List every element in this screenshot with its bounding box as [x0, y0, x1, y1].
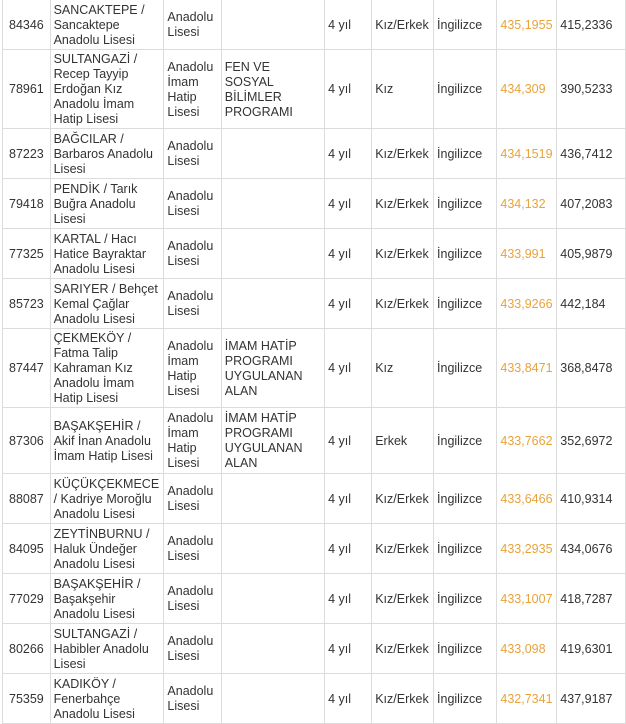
- gender-cell: Kız: [372, 329, 434, 408]
- language-cell: İngilizce: [434, 624, 497, 674]
- school-type-cell: Anadolu Lisesi: [164, 129, 221, 179]
- school-type-cell: Anadolu Lisesi: [164, 474, 221, 524]
- school-name-cell: BAŞAKŞEHİR / Akif İnan Anadolu İmam Hatip Lisesi: [50, 408, 164, 474]
- school-type-cell: Anadolu Lisesi: [164, 624, 221, 674]
- school-name-cell: BAĞCILAR / Barbaros Anadolu Lisesi: [50, 129, 164, 179]
- table-row: [3, 179, 626, 229]
- program-cell: İMAM HATİP PROGRAMI UYGULANAN ALAN: [221, 329, 324, 408]
- base-score-cell: 418,7287: [557, 574, 626, 624]
- duration-cell: 4 yıl: [325, 229, 372, 279]
- language-cell: İngilizce: [434, 279, 497, 329]
- school-type-cell: Anadolu İmam Hatip Lisesi: [164, 50, 221, 129]
- program-cell: [221, 474, 324, 524]
- table-row: [3, 129, 626, 179]
- school-code-cell: 87447: [3, 329, 51, 408]
- school-code-cell: 87223: [3, 129, 51, 179]
- program-cell: [221, 279, 324, 329]
- gender-cell: Kız/Erkek: [372, 179, 434, 229]
- school-code-cell: 88087: [3, 474, 51, 524]
- school-type-cell: Anadolu Lisesi: [164, 0, 221, 50]
- base-score-cell: 436,7412: [557, 129, 626, 179]
- duration-cell: 4 yıl: [325, 524, 372, 574]
- program-cell: [221, 574, 324, 624]
- school-name-cell: SULTANGAZİ / Recep Tayyip Erdoğan Kız Anadolu İmam Hatip Lisesi: [50, 50, 164, 129]
- score-cell: 433,1007: [497, 574, 557, 624]
- school-name-cell: ZEYTİNBURNU / Haluk Ündeğer Anadolu Lisesi: [50, 524, 164, 574]
- base-score-cell: 442,184: [557, 279, 626, 329]
- school-code-cell: 85723: [3, 279, 51, 329]
- table-row: [3, 674, 626, 724]
- program-cell: [221, 129, 324, 179]
- school-name-cell: SANCAKTEPE / Sancaktepe Anadolu Lisesi: [50, 0, 164, 50]
- language-cell: İngilizce: [434, 0, 497, 50]
- base-score-cell: 415,2336: [557, 0, 626, 50]
- language-cell: İngilizce: [434, 574, 497, 624]
- score-cell: 434,309: [497, 50, 557, 129]
- school-code-cell: 77325: [3, 229, 51, 279]
- school-name-cell: SARIYER / Behçet Kemal Çağlar Anadolu Lisesi: [50, 279, 164, 329]
- base-score-cell: 410,9314: [557, 474, 626, 524]
- school-type-cell: Anadolu İmam Hatip Lisesi: [164, 408, 221, 474]
- language-cell: İngilizce: [434, 408, 497, 474]
- school-code-cell: 75359: [3, 674, 51, 724]
- score-cell: 435,1955: [497, 0, 557, 50]
- duration-cell: 4 yıl: [325, 329, 372, 408]
- school-results-table: [2, 0, 626, 724]
- language-cell: İngilizce: [434, 474, 497, 524]
- results-table-container: [2, 0, 626, 724]
- duration-cell: 4 yıl: [325, 674, 372, 724]
- school-code-cell: 87306: [3, 408, 51, 474]
- score-cell: 433,8471: [497, 329, 557, 408]
- duration-cell: 4 yıl: [325, 129, 372, 179]
- school-type-cell: Anadolu Lisesi: [164, 279, 221, 329]
- table-row: [3, 279, 626, 329]
- gender-cell: Kız/Erkek: [372, 0, 434, 50]
- score-cell: 433,991: [497, 229, 557, 279]
- table-row: [3, 474, 626, 524]
- gender-cell: Erkek: [372, 408, 434, 474]
- table-row: [3, 408, 626, 474]
- program-cell: FEN VE SOSYAL BİLİMLER PROGRAMI: [221, 50, 324, 129]
- gender-cell: Kız/Erkek: [372, 229, 434, 279]
- language-cell: İngilizce: [434, 524, 497, 574]
- table-row: [3, 624, 626, 674]
- language-cell: İngilizce: [434, 329, 497, 408]
- gender-cell: Kız/Erkek: [372, 129, 434, 179]
- duration-cell: 4 yıl: [325, 0, 372, 50]
- school-code-cell: 84346: [3, 0, 51, 50]
- school-name-cell: BAŞAKŞEHİR / Başakşehir Anadolu Lisesi: [50, 574, 164, 624]
- base-score-cell: 352,6972: [557, 408, 626, 474]
- school-type-cell: Anadolu Lisesi: [164, 574, 221, 624]
- school-code-cell: 80266: [3, 624, 51, 674]
- table-body: [3, 0, 626, 724]
- score-cell: 434,132: [497, 179, 557, 229]
- base-score-cell: 437,9187: [557, 674, 626, 724]
- school-name-cell: ÇEKMEKÖY / Fatma Talip Kahraman Kız Anadolu İmam Hatip Lisesi: [50, 329, 164, 408]
- school-name-cell: KÜÇÜKÇEKMECE / Kadriye Moroğlu Anadolu Lisesi: [50, 474, 164, 524]
- gender-cell: Kız: [372, 50, 434, 129]
- school-code-cell: 78961: [3, 50, 51, 129]
- school-type-cell: Anadolu İmam Hatip Lisesi: [164, 329, 221, 408]
- base-score-cell: 407,2083: [557, 179, 626, 229]
- program-cell: İMAM HATİP PROGRAMI UYGULANAN ALAN: [221, 408, 324, 474]
- table-row: [3, 50, 626, 129]
- program-cell: [221, 0, 324, 50]
- table-row: [3, 524, 626, 574]
- language-cell: İngilizce: [434, 674, 497, 724]
- gender-cell: Kız/Erkek: [372, 474, 434, 524]
- school-name-cell: SULTANGAZİ / Habibler Anadolu Lisesi: [50, 624, 164, 674]
- program-cell: [221, 179, 324, 229]
- school-code-cell: 79418: [3, 179, 51, 229]
- school-name-cell: PENDİK / Tarık Buğra Anadolu Lisesi: [50, 179, 164, 229]
- base-score-cell: 390,5233: [557, 50, 626, 129]
- school-type-cell: Anadolu Lisesi: [164, 229, 221, 279]
- score-cell: 433,7662: [497, 408, 557, 474]
- duration-cell: 4 yıl: [325, 279, 372, 329]
- base-score-cell: 368,8478: [557, 329, 626, 408]
- language-cell: İngilizce: [434, 229, 497, 279]
- base-score-cell: 405,9879: [557, 229, 626, 279]
- gender-cell: Kız/Erkek: [372, 524, 434, 574]
- score-cell: 432,7341: [497, 674, 557, 724]
- table-row: [3, 0, 626, 50]
- score-cell: 434,1519: [497, 129, 557, 179]
- school-code-cell: 77029: [3, 574, 51, 624]
- language-cell: İngilizce: [434, 50, 497, 129]
- school-type-cell: Anadolu Lisesi: [164, 674, 221, 724]
- duration-cell: 4 yıl: [325, 50, 372, 129]
- program-cell: [221, 674, 324, 724]
- score-cell: 433,9266: [497, 279, 557, 329]
- gender-cell: Kız/Erkek: [372, 674, 434, 724]
- table-row: [3, 229, 626, 279]
- program-cell: [221, 624, 324, 674]
- duration-cell: 4 yıl: [325, 624, 372, 674]
- school-code-cell: 84095: [3, 524, 51, 574]
- school-type-cell: Anadolu Lisesi: [164, 179, 221, 229]
- duration-cell: 4 yıl: [325, 179, 372, 229]
- base-score-cell: 434,0676: [557, 524, 626, 574]
- score-cell: 433,098: [497, 624, 557, 674]
- program-cell: [221, 229, 324, 279]
- language-cell: İngilizce: [434, 129, 497, 179]
- score-cell: 433,6466: [497, 474, 557, 524]
- school-type-cell: Anadolu Lisesi: [164, 524, 221, 574]
- table-row: [3, 574, 626, 624]
- school-name-cell: KARTAL / Hacı Hatice Bayraktar Anadolu Lisesi: [50, 229, 164, 279]
- table-row: [3, 329, 626, 408]
- school-name-cell: KADIKÖY / Fenerbahçe Anadolu Lisesi: [50, 674, 164, 724]
- duration-cell: 4 yıl: [325, 474, 372, 524]
- gender-cell: Kız/Erkek: [372, 574, 434, 624]
- language-cell: İngilizce: [434, 179, 497, 229]
- duration-cell: 4 yıl: [325, 408, 372, 474]
- base-score-cell: 419,6301: [557, 624, 626, 674]
- gender-cell: Kız/Erkek: [372, 279, 434, 329]
- program-cell: [221, 524, 324, 574]
- score-cell: 433,2935: [497, 524, 557, 574]
- gender-cell: Kız/Erkek: [372, 624, 434, 674]
- duration-cell: 4 yıl: [325, 574, 372, 624]
